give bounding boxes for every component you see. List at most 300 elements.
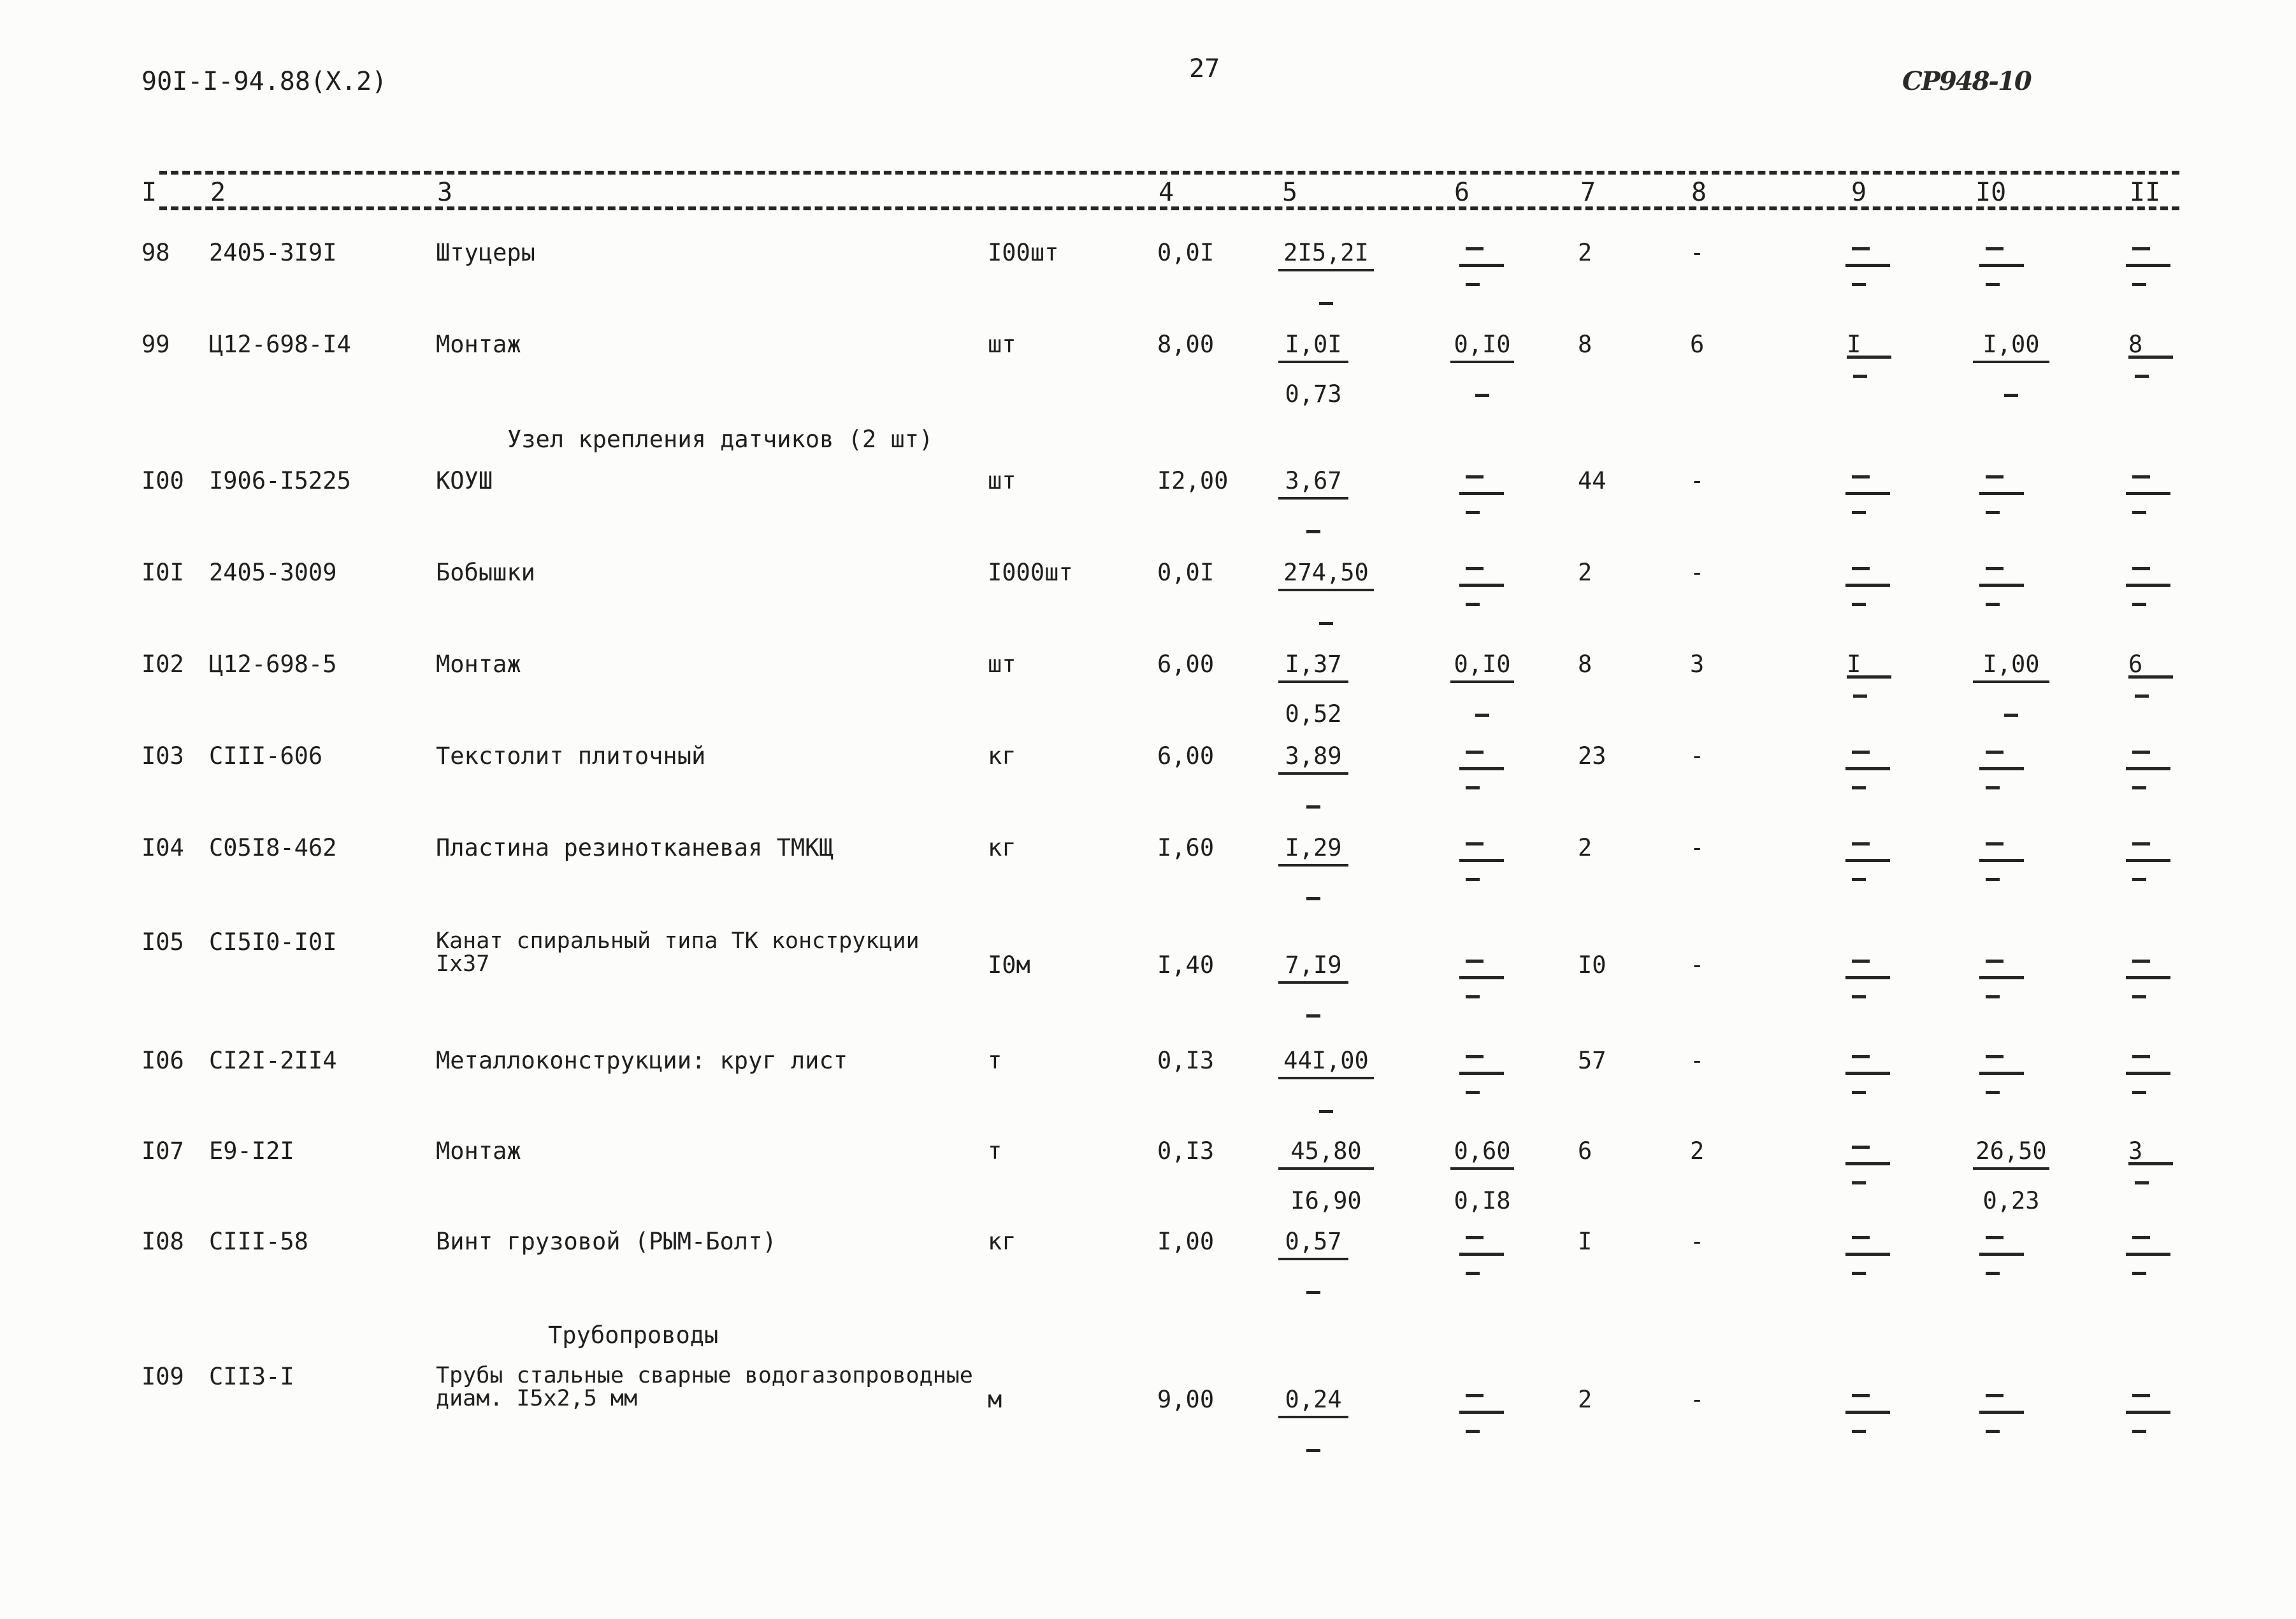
col11-empty-dash-mark — [2126, 492, 2170, 495]
col6-value — [1450, 652, 1514, 728]
col6-value-denominator: 0,I8 — [1454, 1187, 1511, 1214]
col5-value-fraction-bar — [1278, 864, 1348, 867]
col10-empty-dash-mark — [1986, 1272, 2000, 1275]
col11-empty-dash-mark — [2132, 842, 2150, 845]
col10-value-dash-mark — [2004, 394, 2018, 397]
col7-value: 2 — [1578, 239, 1592, 266]
col11-empty — [2119, 469, 2170, 520]
col10-empty-dash-mark — [1986, 247, 2004, 250]
col7-value: I0 — [1578, 951, 1606, 979]
unit: шт — [988, 467, 1016, 494]
col5-value-dash-mark — [1319, 302, 1333, 305]
rate-code: C05I8-462 — [209, 834, 337, 861]
row-number: I00 — [141, 467, 184, 494]
col6-empty-dash-mark — [1466, 1055, 1484, 1058]
col5-value-fraction-bar — [1278, 981, 1348, 984]
column-header: 7 — [1580, 178, 1596, 207]
col9-rule — [1847, 675, 1891, 679]
col10-empty-dash-mark — [1986, 567, 2004, 570]
row-number: 99 — [141, 331, 170, 358]
col5-value — [1278, 333, 1348, 408]
col8-value: - — [1690, 742, 1705, 770]
col11-empty-dash-mark — [2132, 1091, 2146, 1094]
col11-underline — [2122, 652, 2173, 703]
col11-value: 3 — [2128, 1137, 2143, 1165]
col6-empty — [1453, 469, 1504, 520]
col6-empty-dash-mark — [1466, 842, 1484, 845]
col6-empty-dash-mark — [1459, 859, 1504, 862]
rate-code: CI5I0-I0I — [209, 928, 337, 956]
col11-empty-dash-mark — [2132, 751, 2150, 754]
col9-empty — [1839, 953, 1890, 1004]
col6-value-fraction-bar — [1450, 361, 1514, 363]
col11-rule — [2128, 356, 2173, 359]
col6-value — [1450, 333, 1514, 408]
col5-value — [1278, 744, 1348, 819]
col11-dash-mark — [2135, 1181, 2149, 1184]
col11-empty-dash-mark — [2132, 995, 2146, 998]
col10-value-fraction-bar — [1973, 361, 2049, 363]
col9-empty-dash-mark — [1845, 976, 1890, 979]
col5-value-dash-mark — [1306, 1291, 1320, 1294]
col9-underline — [1840, 652, 1891, 703]
col9-empty — [1839, 469, 1890, 520]
col5-value-fraction-bar — [1278, 772, 1348, 775]
col6-empty — [1453, 1230, 1504, 1281]
col9-empty-dash-mark — [1852, 567, 1870, 570]
header-top-rule — [159, 171, 2179, 175]
col9-empty — [1839, 241, 1890, 292]
col5-value-dash-mark — [1306, 1449, 1320, 1452]
quantity: 0,0I — [1157, 559, 1215, 586]
col10-empty-dash-mark — [1979, 1072, 2024, 1075]
col7-value: 2 — [1578, 834, 1592, 861]
col9-empty-dash-mark — [1852, 1272, 1866, 1275]
col11-empty-dash-mark — [2132, 511, 2146, 514]
col5-value-denominator — [1278, 519, 1348, 544]
col11-empty-dash-mark — [2132, 567, 2150, 570]
item-name: Штуцеры — [436, 239, 535, 266]
item-name: Текстолит плиточный — [436, 742, 706, 770]
column-header: 4 — [1159, 178, 1174, 207]
quantity: I,00 — [1157, 1228, 1215, 1255]
col9-empty — [1839, 836, 1890, 887]
col10-empty — [1973, 1388, 2024, 1439]
rate-code: CII3-I — [209, 1363, 294, 1390]
col5-value-denominator — [1278, 1279, 1348, 1305]
col10-value — [1973, 1139, 2049, 1214]
col5-value-numerator: 7,I9 — [1285, 951, 1342, 979]
col6-empty-dash-mark — [1466, 247, 1484, 250]
col7-value: 6 — [1578, 1137, 1592, 1165]
item-name: Металлоконструкции: круг лист — [436, 1047, 848, 1074]
col5-value-fraction-bar — [1278, 1416, 1348, 1418]
col9-empty-dash-mark — [1845, 859, 1890, 862]
col5-value — [1278, 241, 1374, 316]
col5-value — [1278, 1230, 1348, 1305]
col9-empty-dash-mark — [1852, 475, 1870, 479]
col5-value-numerator: 3,67 — [1285, 467, 1342, 494]
col7-value: 2 — [1578, 559, 1592, 586]
col5-value — [1278, 1049, 1374, 1124]
col9-empty-dash-mark — [1852, 1394, 1870, 1397]
row-number: I02 — [141, 651, 184, 678]
col6-empty — [1453, 241, 1504, 292]
col5-value-dash-mark — [1306, 897, 1320, 900]
col10-value-denominator — [1973, 702, 2049, 728]
col5-value-fraction-bar — [1278, 1167, 1374, 1170]
col11-empty-dash-mark — [2126, 976, 2170, 979]
quantity: 6,00 — [1157, 651, 1215, 678]
col10-value-numerator: 26,50 — [1975, 1137, 2047, 1165]
col8-value: - — [1690, 239, 1705, 266]
page-number: 27 — [1189, 54, 1220, 83]
item-name: КОУШ — [436, 467, 493, 494]
quantity: 6,00 — [1157, 742, 1215, 770]
col7-value: 8 — [1578, 651, 1592, 678]
col10-empty-dash-mark — [1979, 767, 2024, 770]
col11-empty-dash-mark — [2132, 960, 2150, 963]
col9-empty — [1839, 561, 1890, 612]
col10-empty-dash-mark — [1979, 492, 2024, 495]
col11-empty-dash-mark — [2132, 1272, 2146, 1275]
col5-value-fraction-bar — [1278, 1258, 1348, 1260]
col11-value: 6 — [2128, 651, 2143, 678]
item-name: Бобышки — [436, 559, 535, 586]
unit: кг — [988, 834, 1016, 861]
col9-empty-dash-mark — [1852, 786, 1866, 789]
col9-empty-dash-mark — [1852, 1055, 1870, 1058]
col5-value-numerator: I,0I — [1285, 331, 1342, 358]
rate-code: Ц12-698-5 — [209, 651, 337, 678]
col9-empty-dash-mark — [1852, 751, 1870, 754]
col11-empty-dash-mark — [2132, 247, 2150, 250]
col6-empty-dash-mark — [1466, 1236, 1484, 1239]
unit: I000шт — [988, 559, 1073, 586]
col5-value-dash-mark — [1306, 530, 1320, 533]
col10-value-fraction-bar — [1973, 1167, 2049, 1170]
col5-value-fraction-bar — [1278, 589, 1374, 591]
col10-empty — [1973, 1049, 2024, 1100]
col10-empty-dash-mark — [1986, 995, 2000, 998]
row-number: I08 — [141, 1228, 184, 1255]
col9-empty-dash-mark — [1845, 1411, 1890, 1414]
col5-value-numerator: 44I,00 — [1283, 1047, 1369, 1074]
col5-value-numerator: 2I5,2I — [1283, 239, 1369, 266]
col6-empty-dash-mark — [1466, 995, 1480, 998]
col11-underline — [2122, 333, 2173, 384]
col8-value: 3 — [1690, 651, 1705, 678]
col5-value-fraction-bar — [1278, 361, 1348, 363]
col11-empty — [2119, 1049, 2170, 1100]
col9-empty-dash-mark — [1852, 603, 1866, 606]
col6-empty — [1453, 561, 1504, 612]
col11-empty-dash-mark — [2126, 767, 2170, 770]
col7-value: 23 — [1578, 742, 1606, 770]
col10-empty — [1973, 241, 2024, 292]
archive-stamp: СР948-10 — [1902, 66, 2031, 96]
col9-empty-dash-mark — [1852, 878, 1866, 881]
row-number: I05 — [141, 928, 184, 956]
col10-empty-dash-mark — [1986, 786, 2000, 789]
col10-empty-dash-mark — [1986, 1236, 2004, 1239]
col11-empty-dash-mark — [2126, 584, 2170, 587]
col11-empty — [2119, 1230, 2170, 1281]
quantity: I2,00 — [1157, 467, 1229, 494]
col6-empty — [1453, 1049, 1504, 1100]
col11-empty-dash-mark — [2132, 1394, 2150, 1397]
column-header: 8 — [1691, 178, 1707, 207]
col5-value-numerator: I,29 — [1285, 834, 1342, 861]
col9-empty-dash-mark — [1852, 960, 1870, 963]
unit: т — [988, 1047, 1002, 1074]
col5-value-denominator — [1278, 291, 1374, 316]
col9-empty — [1839, 1388, 1890, 1439]
col10-value-numerator: I,00 — [1982, 651, 2040, 678]
quantity: 0,I3 — [1157, 1137, 1215, 1165]
col5-value — [1278, 652, 1348, 728]
col6-empty-dash-mark — [1459, 767, 1504, 770]
col10-empty — [1973, 953, 2024, 1004]
col9-underline — [1840, 333, 1891, 384]
col10-empty — [1973, 836, 2024, 887]
quantity: I,60 — [1157, 834, 1215, 861]
col5-value-numerator: 3,89 — [1285, 742, 1342, 770]
item-name: Трубы стальные сварные водогазопроводные — [436, 1363, 973, 1388]
col8-value: - — [1690, 834, 1705, 861]
col6-value-denominator — [1450, 382, 1514, 408]
col11-empty-dash-mark — [2126, 1253, 2170, 1256]
col6-empty-dash-mark — [1459, 264, 1504, 267]
col6-empty-dash-mark — [1459, 1072, 1504, 1075]
col5-value-numerator: 0,24 — [1285, 1386, 1342, 1413]
col5-value-dash-mark — [1319, 622, 1333, 625]
col5-value-fraction-bar — [1278, 1077, 1374, 1079]
col6-empty-dash-mark — [1466, 603, 1480, 606]
col9-empty-dash-mark — [1852, 1146, 1870, 1149]
col8-value: - — [1690, 467, 1705, 494]
section-title-pipelines: Трубопроводы — [548, 1321, 719, 1349]
col6-empty-dash-mark — [1466, 511, 1480, 514]
col10-empty-dash-mark — [1979, 1253, 2024, 1256]
col5-value-dash-mark — [1306, 805, 1320, 809]
col7-value: 2 — [1578, 1386, 1592, 1413]
col10-empty-dash-mark — [1986, 751, 2004, 754]
col9-empty-dash-mark — [1852, 1430, 1866, 1433]
quantity: 9,00 — [1157, 1386, 1215, 1413]
col6-value — [1450, 1139, 1514, 1214]
col11-empty-dash-mark — [2126, 1411, 2170, 1414]
col6-value-fraction-bar — [1450, 1167, 1514, 1170]
item-name: Монтаж — [436, 331, 521, 358]
col11-empty-dash-mark — [2132, 1236, 2150, 1239]
rate-code: CIII-606 — [209, 742, 323, 770]
col10-empty-dash-mark — [1986, 878, 2000, 881]
unit: шт — [988, 651, 1016, 678]
col9-empty-dash-mark — [1852, 1181, 1866, 1184]
col7-value: 57 — [1578, 1047, 1606, 1074]
col6-empty-dash-mark — [1459, 584, 1504, 587]
col6-empty-dash-mark — [1466, 1430, 1480, 1433]
col10-empty — [1973, 469, 2024, 520]
col5-value-numerator: I,37 — [1285, 651, 1342, 678]
col8-value: - — [1690, 1047, 1705, 1074]
column-header: II — [2130, 178, 2161, 207]
unit: т — [988, 1137, 1002, 1165]
col5-value — [1278, 1388, 1348, 1463]
col8-value: - — [1690, 1386, 1705, 1413]
col10-value-denominator: 0,23 — [1982, 1187, 2040, 1214]
col9-value: I — [1847, 331, 1861, 358]
col6-empty-dash-mark — [1466, 283, 1480, 286]
col10-empty-dash-mark — [1986, 1394, 2004, 1397]
col9-dash-mark — [1853, 375, 1867, 378]
col10-empty-dash-mark — [1979, 264, 2024, 267]
col9-empty — [1839, 744, 1890, 795]
col11-dash-mark — [2135, 375, 2149, 378]
col9-empty-dash-mark — [1845, 1072, 1890, 1075]
row-number: I06 — [141, 1047, 184, 1074]
column-header: 3 — [437, 178, 453, 207]
item-name: Канат спиральный типа ТК конструкции — [436, 928, 920, 954]
col6-value-numerator: 0,60 — [1454, 1137, 1511, 1165]
col11-empty-dash-mark — [2132, 878, 2146, 881]
col6-value-numerator: 0,I0 — [1454, 651, 1511, 678]
col6-value-dash-mark — [1475, 714, 1489, 717]
col5-value-denominator: 0,52 — [1285, 700, 1342, 728]
col9-empty-dash-mark — [1852, 283, 1866, 286]
col9-empty-dash-mark — [1852, 995, 1866, 998]
col7-value: 8 — [1578, 331, 1592, 358]
unit: I0м — [988, 951, 1030, 979]
col9-empty-dash-mark — [1845, 767, 1890, 770]
col5-value-denominator — [1278, 610, 1374, 636]
col10-empty-dash-mark — [1979, 584, 2024, 587]
col5-value-denominator — [1278, 886, 1348, 911]
col6-empty-dash-mark — [1466, 475, 1484, 479]
unit: кг — [988, 1228, 1016, 1255]
col9-empty-dash-mark — [1852, 511, 1866, 514]
col9-empty-dash-mark — [1845, 1162, 1890, 1165]
col7-value: I — [1578, 1228, 1592, 1255]
rate-code: CIII-58 — [209, 1228, 308, 1255]
col6-empty-dash-mark — [1459, 1253, 1504, 1256]
col9-empty-dash-mark — [1852, 247, 1870, 250]
col5-value-dash-mark — [1319, 1110, 1333, 1113]
col10-value-fraction-bar — [1973, 680, 2049, 683]
col6-empty-dash-mark — [1466, 878, 1480, 881]
col11-empty-dash-mark — [2132, 786, 2146, 789]
col8-value: - — [1690, 1228, 1705, 1255]
col6-empty — [1453, 1388, 1504, 1439]
rate-code: CI2I-2II4 — [209, 1047, 337, 1074]
col10-value-denominator — [1973, 382, 2049, 408]
col5-value-denominator — [1278, 1003, 1348, 1028]
col11-empty-dash-mark — [2132, 1430, 2146, 1433]
quantity: 0,0I — [1157, 239, 1215, 266]
col11-empty — [2119, 953, 2170, 1004]
col5-value — [1278, 953, 1348, 1028]
col10-empty-dash-mark — [1986, 1091, 2000, 1094]
col10-empty-dash-mark — [1986, 283, 2000, 286]
col5-value-denominator: I6,90 — [1290, 1187, 1362, 1214]
col6-empty — [1453, 744, 1504, 795]
col10-empty — [1973, 561, 2024, 612]
col11-empty-dash-mark — [2132, 283, 2146, 286]
col11-empty — [2119, 1388, 2170, 1439]
col6-empty — [1453, 953, 1504, 1004]
item-name: Винт грузовой (РЫМ-Болт) — [436, 1228, 777, 1255]
col5-value — [1278, 561, 1374, 636]
col11-empty — [2119, 836, 2170, 887]
col6-empty-dash-mark — [1466, 751, 1484, 754]
col6-value-fraction-bar — [1450, 680, 1514, 683]
col9-empty — [1839, 1139, 1890, 1190]
col11-empty — [2119, 744, 2170, 795]
unit: шт — [988, 331, 1016, 358]
col11-empty-dash-mark — [2132, 1055, 2150, 1058]
col6-empty-dash-mark — [1466, 1091, 1480, 1094]
rate-code: 2405-3009 — [209, 559, 337, 586]
section-title-sensor-mount: Узел крепления датчиков (2 шт) — [507, 426, 934, 453]
col8-value: 2 — [1690, 1137, 1705, 1165]
col10-value-dash-mark — [2004, 714, 2018, 717]
col11-underline — [2122, 1139, 2173, 1190]
col10-empty-dash-mark — [1986, 1430, 2000, 1433]
column-header: I0 — [1975, 178, 2007, 207]
col5-value — [1278, 1139, 1374, 1214]
col11-empty — [2119, 241, 2170, 292]
document-code: 90I-I-94.88(X.2) — [141, 67, 387, 96]
row-number: I03 — [141, 742, 184, 770]
item-name-continuation: Ix37 — [436, 951, 490, 977]
row-number: I07 — [141, 1137, 184, 1165]
col5-value-denominator: 0,73 — [1285, 380, 1342, 408]
col8-value: 6 — [1690, 331, 1705, 358]
col6-empty-dash-mark — [1459, 1411, 1504, 1414]
col11-empty-dash-mark — [2132, 475, 2150, 479]
row-number: I0I — [141, 559, 184, 586]
col7-value: 44 — [1578, 467, 1606, 494]
col9-empty-dash-mark — [1845, 584, 1890, 587]
column-header: 2 — [210, 178, 226, 207]
col6-empty-dash-mark — [1459, 492, 1504, 495]
col10-empty-dash-mark — [1979, 859, 2024, 862]
col10-empty-dash-mark — [1986, 960, 2004, 963]
col10-value — [1973, 652, 2049, 728]
col8-value: - — [1690, 951, 1705, 979]
col8-value: - — [1690, 559, 1705, 586]
row-number: I09 — [141, 1363, 184, 1390]
column-header: 9 — [1851, 178, 1867, 207]
col5-value-fraction-bar — [1278, 269, 1374, 271]
col9-empty-dash-mark — [1845, 264, 1890, 267]
col10-empty — [1973, 1230, 2024, 1281]
col10-empty-dash-mark — [1979, 976, 2024, 979]
col10-empty-dash-mark — [1986, 511, 2000, 514]
rate-code: I906-I5225 — [209, 467, 351, 494]
col9-empty-dash-mark — [1852, 1236, 1870, 1239]
col6-value-denominator — [1450, 702, 1514, 728]
col6-value-dash-mark — [1475, 394, 1489, 397]
col6-empty-dash-mark — [1466, 960, 1484, 963]
col10-empty-dash-mark — [1986, 842, 2004, 845]
rate-code: 2405-3I9I — [209, 239, 337, 266]
col11-empty-dash-mark — [2132, 603, 2146, 606]
col5-value-numerator: 45,80 — [1290, 1137, 1362, 1165]
col5-value-numerator: 0,57 — [1285, 1228, 1342, 1255]
col9-empty — [1839, 1049, 1890, 1100]
